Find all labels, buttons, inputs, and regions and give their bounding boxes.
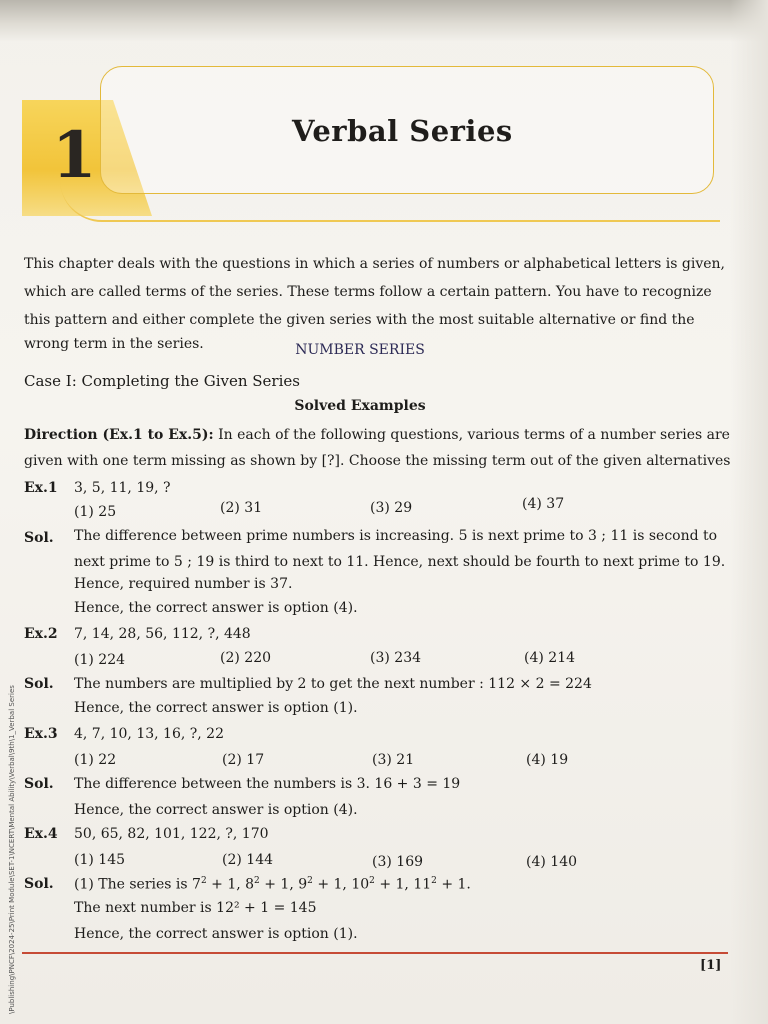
series-part: + 1, 10 [312, 876, 370, 893]
example-question: 3, 5, 11, 19, ? [74, 480, 171, 496]
side-file-path: \Publishing\PNCF\2024-25\Print Module\SET-1\NCERT\Mental Ability\Verbal\9th\1_Verbal Series [8, 685, 16, 1014]
solution-line: The difference between prime numbers is increasing. 5 is next prime to 3 ; 11 is second to [74, 528, 718, 544]
solution-line: The next number is 12² + 1 = 145 [74, 900, 317, 916]
exponent: 2 [369, 876, 375, 886]
exponent: 2 [200, 876, 207, 886]
chapter-title: Verbal Series [292, 114, 513, 148]
solution-line: The difference between the numbers is 3. 16 + 3 = 19 [74, 776, 461, 792]
solution-label: Sol. [24, 676, 54, 692]
series-part: + 1. [436, 876, 471, 893]
direction-line-1 [24, 422, 730, 448]
option: (4) 19 [526, 752, 569, 768]
intro-line: wrong term in the series. [24, 336, 204, 352]
series-part: + 1, 11 [374, 876, 432, 893]
option: (2) 31 [220, 500, 263, 516]
option: (3) 21 [372, 752, 415, 768]
direction-line-2: given with one term missing as shown by [?]. Choose the missing term out of the given alternatives [24, 453, 731, 469]
case-heading: Case I: Completing the Given Series [24, 372, 300, 390]
intro-line: this pattern and either complete the given series with the most suitable alternative or find the [24, 312, 695, 328]
solution-line: Hence, the correct answer is option (4). [74, 600, 358, 616]
exponent: 2 [307, 876, 313, 886]
solution-line: Hence, the correct answer is option (1). [74, 700, 358, 716]
solution-line: Hence, required number is 37. [74, 576, 293, 592]
example-label: Ex.2 [24, 626, 58, 642]
solution-label: Sol. [24, 776, 54, 792]
option: (2) 220 [220, 650, 272, 666]
option: (4) 214 [524, 650, 576, 666]
example-label: Ex.4 [24, 826, 58, 842]
chapter-banner-curve [60, 180, 720, 222]
solution-line: next prime to 5 ; 19 is third to next to 11. Hence, next should be fourth to next prime to 19. [74, 554, 726, 570]
page-number: [1] [700, 958, 722, 973]
series-prefix: (1) The series is 7 [74, 876, 201, 893]
exponent: 2 [254, 876, 260, 886]
solution-label: Sol. [24, 876, 54, 892]
page-top-shadow [0, 0, 768, 42]
direction-text: In each of the following questions, various terms of a number series are [213, 427, 730, 443]
solution-line: The numbers are multiplied by 2 to get the next number : 112 × 2 = 224 [74, 676, 592, 692]
example-question: 7, 14, 28, 56, 112, ?, 448 [74, 626, 251, 642]
example-question: 4, 7, 10, 13, 16, ?, 22 [74, 726, 224, 742]
intro-line: This chapter deals with the questions in which a series of numbers or alphabetical letters is given, [24, 256, 726, 272]
solved-examples-heading: Solved Examples [294, 398, 426, 414]
section-heading: NUMBER SERIES [295, 342, 425, 358]
series-part: + 1, 9 [259, 876, 308, 893]
option: (2) 17 [222, 752, 265, 768]
option: (1) 25 [74, 504, 117, 520]
intro-line: which are called terms of the series. These terms follow a certain pattern. You have to recognize [24, 284, 712, 300]
option: (3) 29 [370, 500, 413, 516]
option: (3) 234 [370, 650, 422, 666]
solution-line: Hence, the correct answer is option (1). [74, 926, 358, 942]
option: (1) 145 [74, 852, 126, 868]
option: (3) 169 [372, 854, 424, 870]
intro-paragraph [24, 232, 724, 356]
example-question: 50, 65, 82, 101, 122, ?, 170 [74, 826, 269, 842]
option: (4) 140 [526, 854, 578, 870]
series-part: + 1, 8 [206, 876, 255, 893]
solution-series-line [74, 876, 471, 893]
option: (1) 22 [74, 752, 117, 768]
example-label: Ex.3 [24, 726, 58, 742]
option: (1) 224 [74, 652, 126, 668]
solution-line: Hence, the correct answer is option (4). [74, 802, 358, 818]
solution-label: Sol. [24, 530, 54, 546]
option: (2) 144 [222, 852, 274, 868]
chapter-number: 1 [52, 118, 97, 193]
exponent: 2 [431, 876, 437, 886]
direction-label: Direction (Ex.1 to Ex.5): [24, 427, 214, 443]
option: (4) 37 [522, 496, 565, 512]
example-label: Ex.1 [24, 480, 58, 496]
page-edge-shadow [730, 0, 768, 1024]
footer-rule [22, 952, 728, 954]
